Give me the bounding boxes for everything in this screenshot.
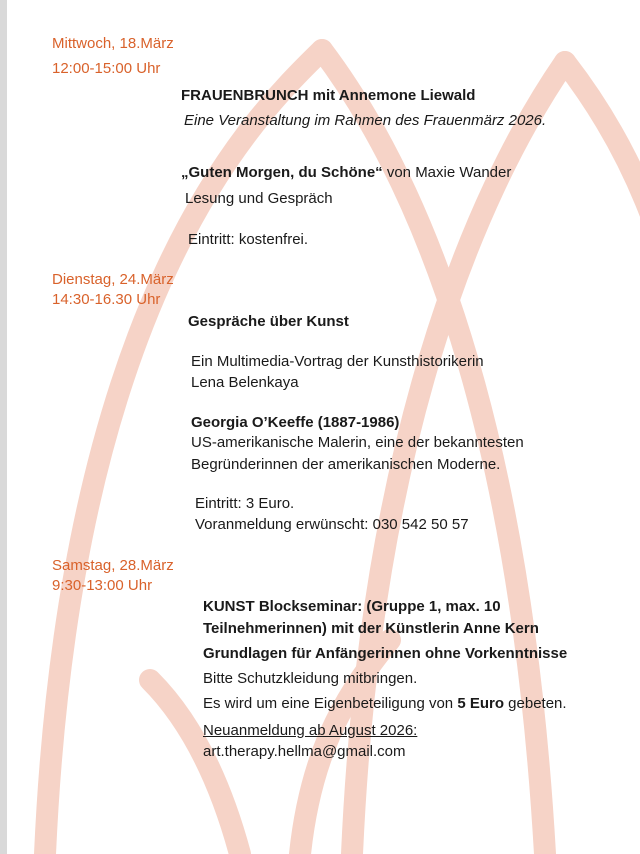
event-1-date: Mittwoch, 18.März bbox=[52, 35, 174, 52]
event-3-title-line-1: KUNST Blockseminar: (Gruppe 1, max. 10 bbox=[203, 598, 501, 615]
event-3-fee-after: gebeten. bbox=[504, 695, 567, 712]
event-1-reading bbox=[181, 162, 511, 183]
event-1-entry: Eintritt: kostenfrei. bbox=[188, 231, 309, 248]
event-2-desc-line-1: Ein Multimedia-Vortrag der Kunsthistorikerin bbox=[191, 353, 484, 370]
event-2-topic: Georgia O’Keeffe (1887-1986) bbox=[191, 414, 400, 431]
event-2-desc-line-2: Lena Belenkaya bbox=[191, 374, 299, 391]
event-3-subtitle: Grundlagen für Anfängerinnen ohne Vorkenntnisse bbox=[203, 645, 568, 662]
event-3-title-line-2: Teilnehmerinnen) mit der Künstlerin Anne Kern bbox=[203, 620, 539, 637]
event-2-topic-line-2: Begründerinnen der amerikanischen Moderne. bbox=[191, 456, 501, 473]
event-3-fee-before: Es wird um eine Eigenbeteiligung von bbox=[203, 695, 458, 712]
event-1-time: 12:00-15:00 Uhr bbox=[52, 60, 161, 77]
event-1-reading-author: von Maxie Wander bbox=[382, 164, 512, 181]
event-2-topic-line-1: US-amerikanische Malerin, eine der bekanntesten bbox=[191, 434, 524, 451]
event-1-reading-type: Lesung und Gespräch bbox=[185, 190, 333, 207]
event-3-email[interactable]: art.therapy.hellma@gmail.com bbox=[203, 743, 406, 760]
event-2-time: 14:30-16.30 Uhr bbox=[52, 291, 161, 308]
event-2-entry: Eintritt: 3 Euro. bbox=[195, 495, 295, 512]
event-2-registration: Voranmeldung erwünscht: 030 542 50 57 bbox=[195, 516, 469, 533]
event-1-subtitle: Eine Veranstaltung im Rahmen des Frauenmärz 2026. bbox=[184, 112, 547, 129]
event-3-registration-label: Neuanmeldung ab August 2026: bbox=[203, 722, 418, 739]
event-1-reading-title: „Guten Morgen, du Schöne“ bbox=[181, 164, 383, 181]
event-3-fee bbox=[203, 693, 567, 714]
event-2-date: Dienstag, 24.März bbox=[52, 271, 174, 288]
event-3-fee-amount: 5 Euro bbox=[457, 695, 505, 712]
event-3-time: 9:30-13:00 Uhr bbox=[52, 577, 153, 594]
event-3-note: Bitte Schutzkleidung mitbringen. bbox=[203, 670, 418, 687]
event-2-title: Gespräche über Kunst bbox=[188, 313, 349, 330]
event-3-date: Samstag, 28.März bbox=[52, 557, 174, 574]
event-1-title: FRAUENBRUNCH mit Annemone Liewald bbox=[181, 87, 476, 104]
